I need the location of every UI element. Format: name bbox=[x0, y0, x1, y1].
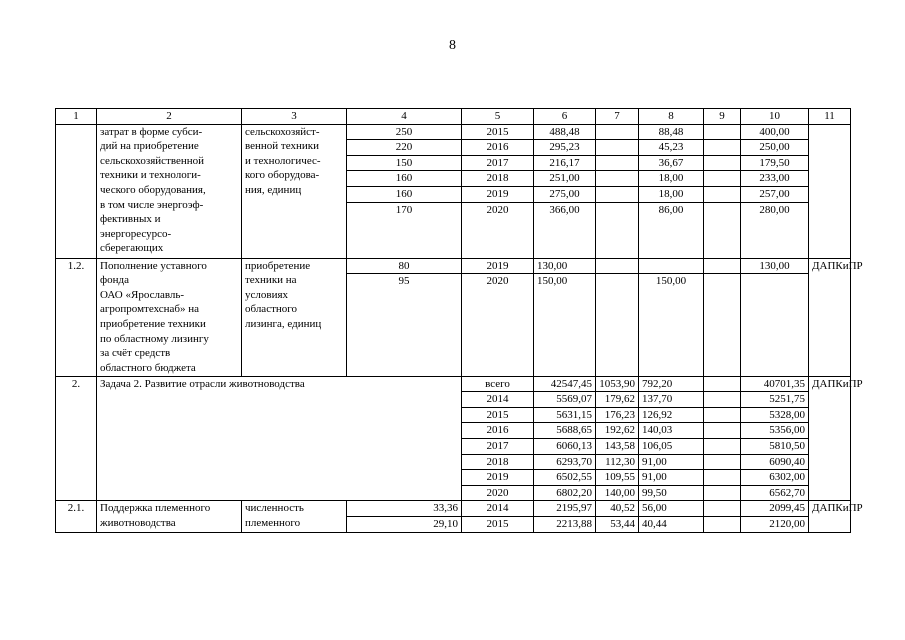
program-table bbox=[55, 108, 863, 533]
header-cell: 4 bbox=[347, 109, 462, 125]
extrabudget-cell: 130,00 bbox=[741, 258, 809, 376]
year-cell: 2014 2015 bbox=[462, 501, 534, 532]
executor-cell bbox=[809, 124, 851, 258]
executor-cell: ДАПКиПР bbox=[809, 376, 851, 501]
value-cell: 80 95 bbox=[347, 258, 462, 376]
total-cell: 130,00 150,00 bbox=[534, 258, 596, 376]
row-number-cell: 2.1. bbox=[56, 501, 97, 532]
description-cell: затрат в форме субси- дий на приобретение сельскохозяйственной техники и технологи- ческого оборудования, в том числе энергоэф- фективных и энергоресурсо- сберегающих bbox=[97, 124, 242, 258]
federal-cell bbox=[596, 124, 639, 258]
executor-cell: ДАПКиПР bbox=[809, 501, 851, 532]
local-cell bbox=[704, 501, 741, 532]
total-cell: 488,48 295,23 216,17 251,00 275,00 366,00 bbox=[534, 124, 596, 258]
header-cell: 3 bbox=[242, 109, 347, 125]
description-cell: Поддержка племенного животноводства bbox=[97, 501, 242, 532]
federal-cell: 1053,90 179,62 176,23 192,62 143,58 112,30 109,55 140,00 bbox=[596, 376, 639, 501]
table-row bbox=[56, 501, 851, 532]
page-number: 8 bbox=[449, 38, 456, 53]
indicator-cell: численность племенного bbox=[242, 501, 347, 532]
federal-cell: 40,52 53,44 bbox=[596, 501, 639, 532]
table-row bbox=[56, 376, 851, 501]
header-cell: 6 bbox=[534, 109, 596, 125]
local-cell bbox=[704, 258, 741, 376]
header-cell: 10 bbox=[741, 109, 809, 125]
row-number-cell bbox=[56, 124, 97, 258]
extrabudget-cell: 40701,35 5251,75 5328,00 5356,00 5810,50 6090,40 6302,00 6562,70 bbox=[741, 376, 809, 501]
table-row bbox=[56, 258, 851, 376]
header-cell: 1 bbox=[56, 109, 97, 125]
federal-cell bbox=[596, 258, 639, 376]
value-cell: 250 220 150 160 160 170 bbox=[347, 124, 462, 258]
header-cell: 8 bbox=[639, 109, 704, 125]
year-cell: 2019 2020 bbox=[462, 258, 534, 376]
indicator-cell: приобретение техники на условиях областного лизинга, единиц bbox=[242, 258, 347, 376]
executor-cell: ДАПКиПР bbox=[809, 258, 851, 376]
year-cell: всего 2014 2015 2016 2017 2018 2019 2020 bbox=[462, 376, 534, 501]
header-row bbox=[56, 109, 851, 125]
total-cell: 42547,45 5569,07 5631,15 5688,65 6060,13 6293,70 6502,55 6802,20 bbox=[534, 376, 596, 501]
table-row bbox=[56, 124, 851, 258]
row-number-cell: 2. bbox=[56, 376, 97, 501]
description-cell: Пополнение уставного фонда ОАО «Ярославль- агропромтехснаб» на приобретение техники по областному лизингу за счёт средств областного бюджета bbox=[97, 258, 242, 376]
indicator-cell: сельскохозяйст- венной техники и технологичес- кого оборудова- ния, единиц bbox=[242, 124, 347, 258]
extrabudget-cell: 2099,45 2120,00 bbox=[741, 501, 809, 532]
regional-cell: 150,00 bbox=[639, 258, 704, 376]
local-cell bbox=[704, 376, 741, 501]
total-cell: 2195,97 2213,88 bbox=[534, 501, 596, 532]
value-cell: 33,36 29,10 bbox=[347, 501, 462, 532]
header-cell: 2 bbox=[97, 109, 242, 125]
regional-cell: 56,00 40,44 bbox=[639, 501, 704, 532]
header-cell: 5 bbox=[462, 109, 534, 125]
year-cell: 2015 2016 2017 2018 2019 2020 bbox=[462, 124, 534, 258]
local-cell bbox=[704, 124, 741, 258]
task-title-cell: Задача 2. Развитие отрасли животноводства bbox=[97, 376, 462, 501]
regional-cell: 792,20 137,70 126,92 140,03 106,05 91,00 91,00 99,50 bbox=[639, 376, 704, 501]
row-number-cell: 1.2. bbox=[56, 258, 97, 376]
regional-cell: 88,48 45,23 36,67 18,00 18,00 86,00 bbox=[639, 124, 704, 258]
extrabudget-cell: 400,00 250,00 179,50 233,00 257,00 280,00 bbox=[741, 124, 809, 258]
header-cell: 11 bbox=[809, 109, 851, 125]
header-cell: 7 bbox=[596, 109, 639, 125]
header-cell: 9 bbox=[704, 109, 741, 125]
